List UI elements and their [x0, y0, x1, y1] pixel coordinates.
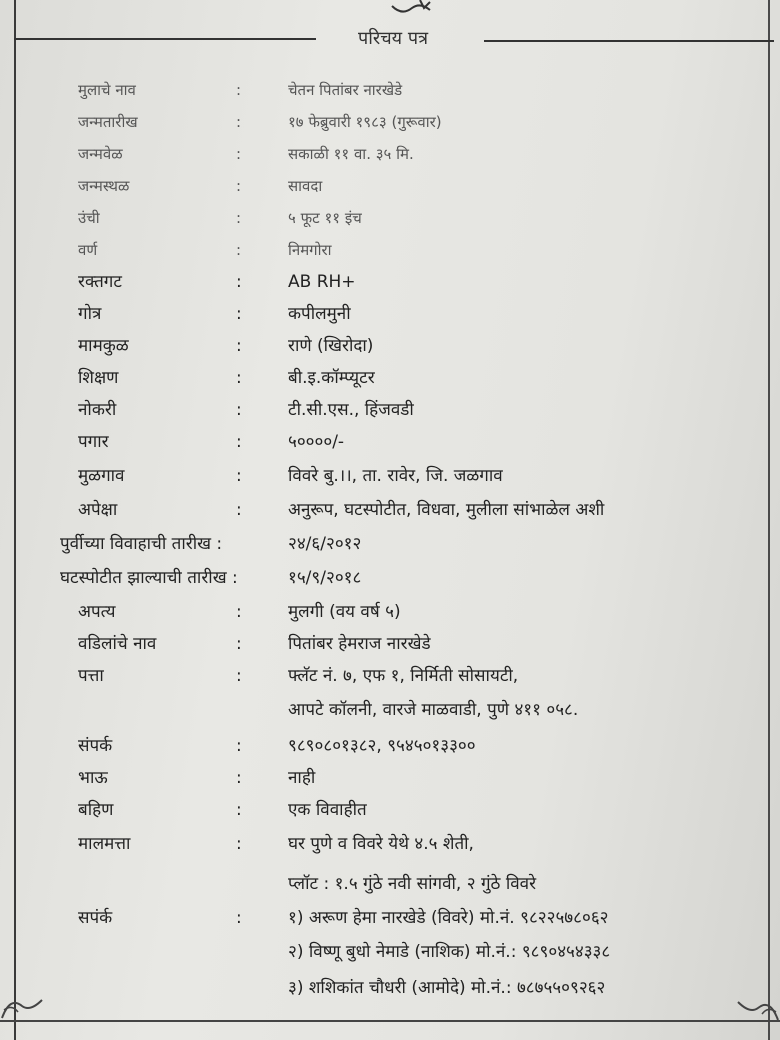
- detail-colon: :: [236, 209, 242, 227]
- detail-row: [0, 798, 780, 830]
- detail-value: ५००००/-: [288, 432, 345, 452]
- detail-label: बहिण: [78, 800, 114, 820]
- detail-row: [0, 766, 780, 798]
- detail-row: [0, 832, 780, 864]
- detail-value: विवरे बु.।।, ता. रावेर, जि. जळगाव: [288, 466, 503, 486]
- corner-ornament-icon: [736, 992, 780, 1022]
- detail-row: [0, 430, 780, 462]
- detail-value: ९८९०८०१३८२, ९५४५०१३३००: [288, 736, 476, 756]
- detail-label: उंची: [78, 209, 100, 227]
- detail-row: [0, 498, 780, 530]
- detail-row: [0, 270, 780, 302]
- detail-label: भाऊ: [78, 768, 108, 788]
- detail-label: वर्ण: [78, 241, 98, 259]
- detail-colon: :: [236, 177, 242, 195]
- detail-row: [0, 664, 780, 696]
- detail-row: [0, 302, 780, 334]
- detail-colon: :: [236, 768, 242, 788]
- detail-row: [0, 238, 780, 270]
- detail-label: मामकुळ: [78, 336, 129, 356]
- detail-row: [0, 78, 780, 110]
- detail-value: टी.सी.एस., हिंजवडी: [288, 400, 414, 420]
- detail-colon: :: [236, 81, 242, 99]
- detail-colon: :: [236, 800, 242, 820]
- detail-colon: :: [236, 336, 242, 356]
- detail-value: बी.इ.कॉम्प्यूटर: [288, 368, 375, 388]
- top-ornament-icon: [390, 0, 436, 18]
- detail-colon: :: [236, 113, 242, 131]
- detail-value: सकाळी ११ वा. ३५ मि.: [288, 145, 414, 163]
- detail-value: नाही: [288, 768, 316, 788]
- detail-colon: :: [236, 666, 242, 686]
- detail-colon: :: [236, 400, 242, 420]
- detail-row: [0, 976, 780, 1008]
- detail-row: [0, 334, 780, 366]
- detail-colon: :: [236, 908, 242, 928]
- detail-value: १) अरूण हेमा नारखेडे (विवरे) मो.नं. ९८२२५७८०६२: [288, 908, 609, 928]
- detail-label: नोकरी: [78, 400, 117, 420]
- detail-value: फ्लॅट नं. ७, एफ १, निर्मिती सोसायटी,: [288, 666, 519, 686]
- detail-label: संपर्क: [78, 736, 113, 756]
- detail-value: पितांबर हेमराज नारखेडे: [288, 634, 431, 654]
- detail-colon: :: [236, 466, 242, 486]
- detail-label: अपत्य: [78, 602, 116, 622]
- detail-row: [0, 110, 780, 142]
- detail-label: पगार: [78, 432, 109, 452]
- detail-colon: :: [236, 834, 242, 854]
- detail-label: रक्तगट: [78, 272, 122, 292]
- detail-value: २) विष्णू बुधो नेमाडे (नाशिक) मो.नं.: ९८९०४५४३३८: [288, 942, 611, 962]
- detail-value: निमगोरा: [288, 241, 332, 259]
- detail-colon: :: [236, 145, 242, 163]
- detail-value: १७ फेब्रुवारी १९८३ (गुरूवार): [288, 113, 442, 131]
- detail-label: अपेक्षा: [78, 500, 118, 520]
- detail-colon: :: [236, 432, 242, 452]
- detail-label: सपंर्क: [78, 908, 113, 928]
- footer-rule: [0, 1020, 780, 1022]
- detail-value: कपीलमुनी: [288, 304, 351, 324]
- detail-value: चेतन पितांबर नारखेडे: [288, 81, 403, 99]
- detail-row: [0, 632, 780, 664]
- detail-row: [0, 566, 780, 598]
- detail-row: [0, 698, 780, 730]
- detail-row: [0, 398, 780, 430]
- detail-label: पुर्वीच्या विवाहाची तारीख :: [60, 534, 223, 554]
- detail-row: [0, 906, 780, 938]
- detail-value: एक विवाहीत: [288, 800, 367, 820]
- detail-label: जन्मस्थळ: [78, 177, 130, 195]
- detail-colon: :: [236, 634, 242, 654]
- detail-value: राणे (खिरोदा): [288, 336, 374, 356]
- detail-value: अनुरूप, घटस्पोटीत, विधवा, मुलीला सांभाळेल अशी: [288, 500, 605, 520]
- detail-label: मालमत्ता: [78, 834, 131, 854]
- detail-label: घटस्पोटीत झाल्याची तारीख :: [60, 568, 238, 588]
- detail-value: सावदा: [288, 177, 323, 195]
- detail-value: आपटे कॉलनी, वारजे माळवाडी, पुणे ४११ ०५८.: [288, 700, 579, 720]
- detail-row: [0, 142, 780, 174]
- detail-label: मुळगाव: [78, 466, 125, 486]
- detail-row: [0, 600, 780, 632]
- corner-ornament-icon: [0, 990, 44, 1020]
- detail-colon: :: [236, 368, 242, 388]
- detail-row: [0, 366, 780, 398]
- detail-row: [0, 206, 780, 238]
- detail-value: ५ फूट ११ इंच: [288, 209, 362, 227]
- detail-colon: :: [236, 304, 242, 324]
- detail-value: प्लॉट : १.५ गुंठे नवी सांगवी, २ गुंठे विवरे: [288, 874, 537, 894]
- detail-label: वडिलांचे नाव: [78, 634, 157, 654]
- detail-label: पत्ता: [78, 666, 104, 686]
- page-title: परिचय पत्र: [358, 28, 428, 49]
- detail-row: [0, 532, 780, 564]
- detail-value: घर पुणे व विवरे येथे ४.५ शेती,: [288, 834, 474, 854]
- detail-value: ३) शशिकांत चौधरी (आमोदे) मो.नं.: ७८७५५०९२६२: [288, 978, 606, 998]
- detail-colon: :: [236, 602, 242, 622]
- detail-label: शिक्षण: [78, 368, 119, 388]
- detail-row: [0, 174, 780, 206]
- detail-value: १५/९/२०१८: [288, 568, 362, 588]
- detail-colon: :: [236, 272, 242, 292]
- detail-colon: :: [236, 500, 242, 520]
- detail-colon: :: [236, 241, 242, 259]
- detail-row: [0, 940, 780, 972]
- detail-label: जन्मतारीख: [78, 113, 138, 131]
- detail-colon: :: [236, 736, 242, 756]
- detail-label: मुलाचे नाव: [78, 81, 136, 99]
- detail-row: [0, 734, 780, 766]
- detail-row: [0, 872, 780, 904]
- detail-value: २४/६/२०१२: [288, 534, 362, 554]
- detail-label: जन्मवेळ: [78, 145, 123, 163]
- detail-label: गोत्र: [78, 304, 102, 324]
- detail-value: AB RH+: [288, 272, 356, 292]
- detail-row: [0, 464, 780, 496]
- detail-value: मुलगी (वय वर्ष ५): [288, 602, 401, 622]
